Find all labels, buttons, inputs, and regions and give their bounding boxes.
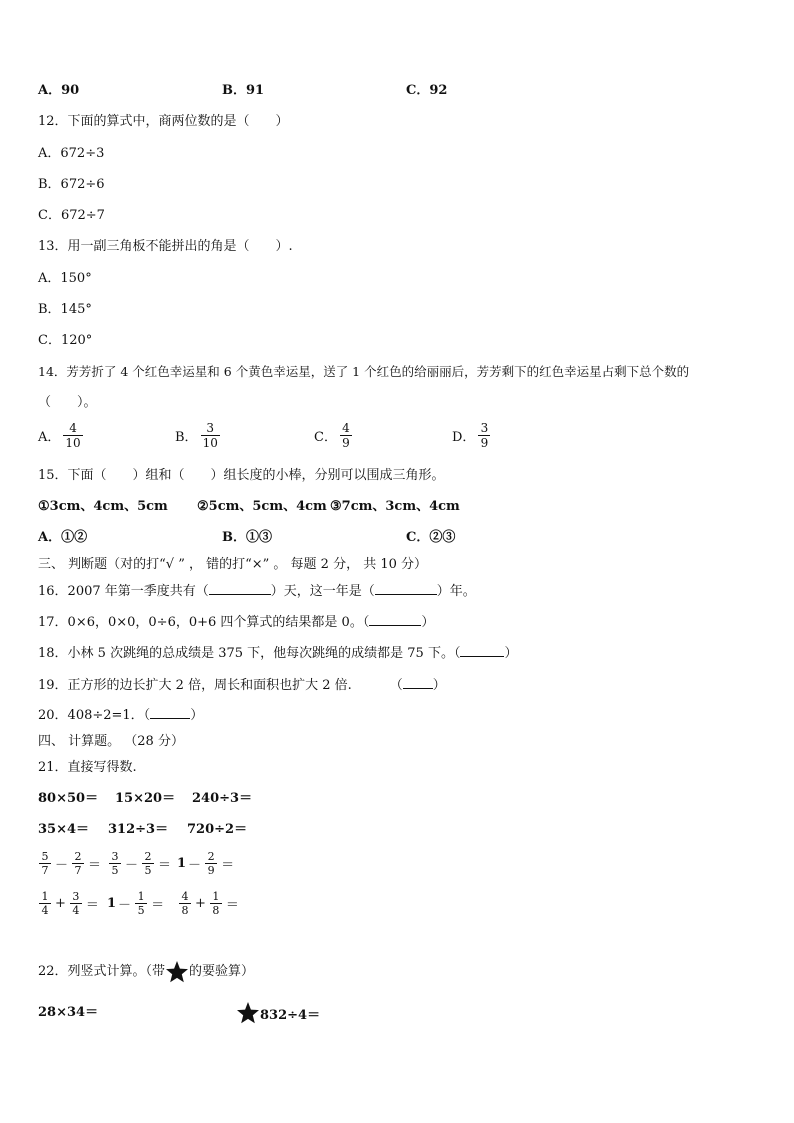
q13-stem: 13．用一副三角板不能拼出的角是（ ）.: [38, 239, 293, 254]
fraction: $\frac{3}{10}$: [202, 421, 218, 450]
q15-option-a: A．①②: [38, 530, 88, 545]
fraction: $\frac{3}{9}$: [478, 421, 490, 450]
q12-stem: 12．下面的算式中，商两位数的是（ ）: [38, 114, 289, 129]
q21-stem: 21．直接写得数.: [38, 760, 137, 775]
fraction: $\frac{3}{4}$: [70, 890, 82, 917]
q21-fraction-expr: 1 － $\frac{2}{9}$ ＝: [177, 850, 235, 877]
q15-group-2: ②5cm、5cm、4cm: [197, 499, 327, 514]
q14-option-a: A． $\frac{4}{10}$: [38, 421, 81, 450]
answer-blank[interactable]: [403, 676, 433, 689]
fraction: $\frac{2}{7}$: [72, 850, 84, 877]
q11-option-a: A．90: [38, 83, 80, 98]
q13-option-b: B．145°: [38, 302, 92, 317]
q22-stem: 22．列竖式计算。（带 的要验算）: [38, 960, 254, 984]
q14-option-c: C． $\frac{4}{9}$: [314, 421, 355, 450]
q21-expr: 15×20＝: [115, 791, 176, 806]
q11-option-b: B．91: [222, 83, 265, 98]
fraction: $\frac{4}{8}$: [179, 890, 191, 917]
q15-option-b: B．①③: [222, 530, 272, 545]
q19: 19．正方形的边长扩大 2 倍，周长和面积也扩大 2 倍. （ ）: [38, 678, 446, 693]
q14-stem-line1: 14．芳芳折了 4 个红色幸运星和 6 个黄色幸运星，送了 1 个红色的给丽丽后，芳芳剩下的红色幸运星占剩下总个数的: [38, 364, 690, 379]
q21-fraction-expr: $\frac{4}{8}$ + $\frac{1}{8}$ ＝: [176, 890, 240, 917]
q21-expr: 240÷3＝: [192, 791, 253, 806]
q20: 20．408÷2=1．（ ）: [38, 708, 204, 723]
q21-expr: 80×50＝: [38, 791, 99, 806]
fraction: $\frac{3}{5}$: [109, 850, 121, 877]
fraction: $\frac{4}{10}$: [65, 421, 81, 450]
fraction: $\frac{1}{4}$: [39, 890, 51, 917]
fraction: $\frac{4}{9}$: [340, 421, 352, 450]
star-icon: [236, 1001, 260, 1025]
star-icon: [165, 960, 189, 984]
fraction: $\frac{1}{5}$: [135, 890, 147, 917]
q17: 17．0×6，0×0，0÷6，0+6 四个算式的结果都是 0。（ ）: [38, 615, 435, 630]
q11-option-c: C．92: [406, 83, 448, 98]
answer-blank[interactable]: [209, 582, 271, 595]
q12-option-c: C．672÷7: [38, 208, 105, 223]
answer-blank[interactable]: [460, 644, 504, 657]
q14-option-b: B． $\frac{3}{10}$: [175, 421, 218, 450]
q21-expr: 312÷3＝: [108, 822, 169, 837]
section-3-title: 三、 判断题（对的打“√ ” ， 错的打“×” 。 每题 2 分， 共 10 分）: [38, 557, 428, 572]
fraction: $\frac{2}{9}$: [205, 850, 217, 877]
q22-expr-1: 28×34＝: [38, 1005, 99, 1020]
q12-option-b: B．672÷6: [38, 177, 105, 192]
q22-expr-2: 832÷4＝: [236, 1001, 320, 1025]
q16: 16．2007 年第一季度共有（ ）天，这一年是（ ）年。: [38, 584, 476, 599]
q21-fraction-expr: $\frac{5}{7}$ － $\frac{2}{7}$ ＝: [36, 850, 102, 877]
q21-fraction-expr: $\frac{1}{4}$ + $\frac{3}{4}$ ＝: [36, 890, 100, 917]
q21-fraction-expr: 1 － $\frac{1}{5}$ ＝: [107, 890, 165, 917]
q21-expr: 720÷2＝: [187, 822, 248, 837]
fraction: $\frac{5}{7}$: [39, 850, 51, 877]
answer-blank[interactable]: [150, 706, 190, 719]
fraction: $\frac{1}{8}$: [210, 890, 222, 917]
q15-group-3: ③7cm、3cm、4cm: [330, 499, 460, 514]
q15-option-c: C．②③: [406, 530, 456, 545]
q21-fraction-expr: $\frac{3}{5}$ － $\frac{2}{5}$ ＝: [106, 850, 172, 877]
q18: 18．小林 5 次跳绳的总成绩是 375 下，他每次跳绳的成绩都是 75 下。（ ）: [38, 646, 518, 661]
q13-option-c: C．120°: [38, 333, 93, 348]
q14-stem-line2: （ ）。: [38, 395, 97, 410]
answer-blank[interactable]: [375, 582, 437, 595]
q15-group-1: ①3cm、4cm、5cm: [38, 499, 168, 514]
answer-blank[interactable]: [369, 613, 421, 626]
fraction: $\frac{2}{5}$: [142, 850, 154, 877]
section-4-title: 四、 计算题。 （28 分）: [38, 734, 184, 749]
q15-stem: 15．下面（ ）组和（ ）组长度的小棒，分别可以围成三角形。: [38, 468, 445, 483]
q12-option-a: A．672÷3: [38, 146, 105, 161]
q21-expr: 35×4＝: [38, 822, 90, 837]
q13-option-a: A．150°: [38, 271, 92, 286]
q14-option-d: D． $\frac{3}{9}$: [452, 421, 493, 450]
